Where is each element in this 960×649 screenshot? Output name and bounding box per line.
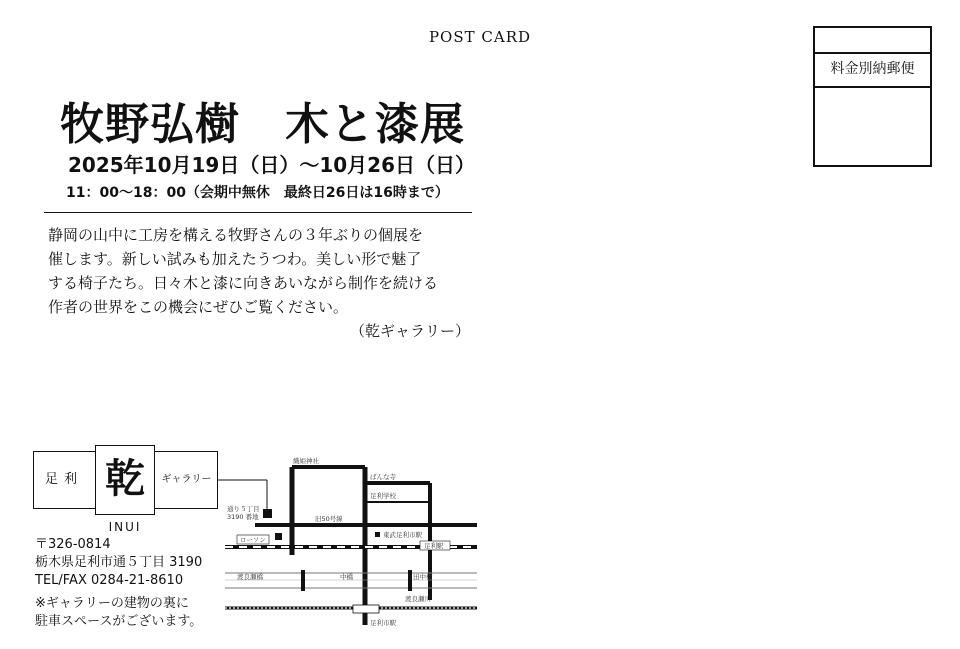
note-line: 駐車スペースがございます。: [35, 614, 203, 629]
logo-sub-text: INUI: [108, 520, 142, 534]
logo-center-mark: 乾: [95, 445, 155, 515]
stamp-label: 料金別納郵便: [815, 52, 930, 88]
street-address: 栃木県足利市通５丁目 3190: [35, 555, 203, 570]
exhibition-title: 牧野弘樹 木と漆展: [60, 99, 465, 150]
map-label-bridge3: 田中橋: [413, 573, 433, 581]
note-line: ※ギャラリーの建物の裏に: [35, 596, 189, 611]
tobu-station-box: [353, 605, 379, 613]
map-label-jr-station: 足利駅: [424, 542, 444, 550]
access-map: [215, 455, 485, 635]
logo-left-text: 足利: [44, 472, 83, 487]
exhibition-dates: 2025年10月19日（日）～10月26日（日）: [68, 153, 475, 177]
postage-stamp-box: [813, 26, 932, 167]
divider: [44, 212, 472, 213]
postal-code: 〒326-0814: [35, 537, 111, 552]
map-label-bridge2: 中橋: [340, 573, 353, 581]
postcard-label: POST CARD: [428, 28, 532, 46]
map-label-tobu-station: 東武足利市駅: [383, 531, 422, 539]
map-label-bridge1: 渡良瀬橋: [237, 573, 263, 581]
description-line: 作者の世界をこの機会にぜひご覧ください。: [48, 298, 349, 316]
map-label-street: 旧50号線: [315, 515, 343, 523]
description: [48, 223, 472, 319]
map-label-ashikagashi: 足利市駅: [370, 619, 396, 627]
map-label-school: 足利学校: [370, 492, 396, 500]
gallery-marker: [263, 509, 272, 518]
map-label-river: 渡良瀬川: [405, 595, 431, 603]
parking-note: [35, 595, 202, 631]
map-label-gallery: 通り５丁目: [227, 505, 260, 513]
description-credit: （乾ギャラリー）: [349, 322, 470, 340]
lawson-marker: [275, 533, 282, 540]
map-label-lawson: ローソン: [240, 536, 266, 544]
description-line: 静岡の山中に工房を構える牧野さんの３年ぶりの個展を: [48, 226, 424, 244]
map-label-bannaji: ばんな寺: [370, 473, 396, 481]
description-line: する椅子たち。日々木と漆に向きあいながら制作を続ける: [48, 274, 439, 292]
map-label-shrine: 織姫神社: [293, 457, 319, 465]
phone-fax: TEL/FAX 0284-21-8610: [35, 573, 184, 588]
description-line: 催します。新しい試みも加えたうつわ。美しい形で魅了: [48, 250, 422, 268]
logo-right-text: ギャラリー: [161, 474, 212, 485]
gallery-address: [35, 536, 202, 590]
station-marker: [375, 532, 380, 537]
map-label-gallery-addr: 3190 番地: [227, 513, 259, 521]
exhibition-hours: 11：00～18：00（会期中無休 最終日26日は16時まで）: [66, 185, 449, 201]
